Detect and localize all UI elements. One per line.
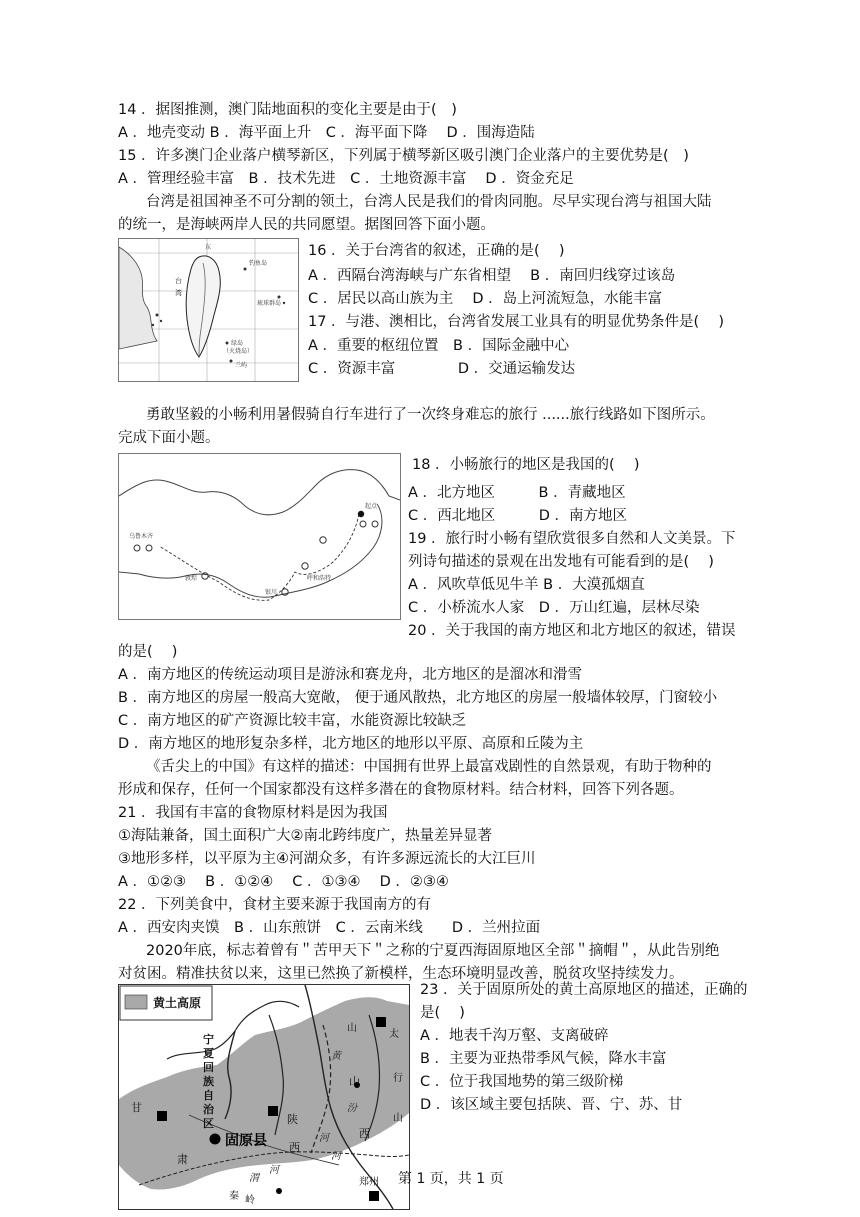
q20-stem-line-2: 的是( ) — [118, 644, 178, 660]
q21-options: A ．①②③ B ．①②④ C ．①③④ D ．②③④ — [118, 874, 449, 890]
q14-stem: 14 ．据图推测，澳门陆地面积的变化主要是由于( ) — [118, 102, 457, 118]
q16-option-ab: A ．西隔台湾海峡与广东省相望 B ．南回归线穿过该岛 — [308, 268, 676, 284]
route-map-label-dunhuang: 敦煌 — [185, 575, 198, 582]
loess-map-label-xia: 夏 — [203, 1047, 214, 1060]
q20-option-c: C ．南方地区的矿产资源比较丰富，水能资源比较缺乏 — [118, 713, 467, 729]
route-map-label-yinchuan: 银川 — [265, 589, 278, 596]
q23-option-d: D ．该区域主要包括陕、晋、宁、苏、甘 — [420, 1097, 683, 1113]
loess-map-legend: 黄土高原 — [153, 996, 202, 1010]
loess-map-label-fen: 汾 — [347, 1103, 357, 1114]
loess-map-label-xing: 行 — [393, 1073, 403, 1084]
q21-statement-2: ③地形多样，以平原为主④河湖众多，有许多源远流长的大江巨川 — [118, 851, 536, 867]
loess-map-label-shan-2: 山 — [393, 1113, 403, 1124]
q16-stem: 16 ．关于台湾省的叙述，正确的是( ) — [308, 243, 565, 259]
loess-map-label-ning: 宁 — [203, 1033, 214, 1046]
q19-stem-line-2: 列诗句描述的景观在出发地有可能看到的是( ) — [408, 554, 714, 570]
loess-map-label-hui: 回 — [203, 1061, 214, 1074]
q17-option-ab: A ．重要的枢纽位置 B ．国际金融中心 — [308, 338, 570, 354]
loess-map-label-tai: 太 — [389, 1029, 399, 1040]
loess-map-label-he-2: 河 — [331, 1151, 341, 1162]
loess-map-label-xi-2: 西 — [359, 1127, 370, 1140]
page-footer: 第 1 页，共 1 页 — [398, 1171, 504, 1187]
loess-map-label-gan: 甘 — [131, 1101, 142, 1114]
taiwan-intro-line-2: 的统一，是海峡两岸人民的共同愿望。据图回答下面小题。 — [118, 217, 495, 233]
q22-options: A ．西安肉夹馍 B ．山东煎饼 C ．云南米线 D ．兰州拉面 — [118, 920, 541, 936]
q14-options: A ．地壳变动 B ．海平面上升 C ．海平面下降 D ．围海造陆 — [118, 125, 535, 141]
taiwan-map — [118, 238, 299, 382]
loess-map-label-zu: 族 — [203, 1075, 214, 1088]
loess-map-label-he-1: 河 — [319, 1133, 329, 1144]
q22-stem: 22 ．下列美食中，食材主要来源于我国南方的有 — [118, 897, 432, 913]
taiwan-map-label-huoshao: （火烧岛） — [223, 348, 254, 355]
taiwan-map-label-diaoyu: 钓鱼岛 — [249, 260, 268, 267]
q20-option-d: D ．南方地区的地形复杂多样，北方地区的地形以平原、高原和丘陵为主 — [118, 736, 584, 752]
q21-stem: 21 ．我国有丰富的食物原材料是因为我国 — [118, 805, 388, 821]
taiwan-map-label-lvdao: 绿岛 — [231, 340, 244, 347]
route-map-label-urumqi: 乌鲁木齐 — [129, 533, 154, 540]
loess-map-label-zhengzhou: 郑州 — [359, 1177, 379, 1188]
loess-map-label-xi-1: 西 — [289, 1141, 300, 1154]
q23-option-b: B ．主要为亚热带季风气候，降水丰富 — [420, 1051, 667, 1067]
q15-options: A ．管理经验丰富 B ．技术先进 C ．土地资源丰富 D ．资金充足 — [118, 171, 574, 187]
food-intro-line-1: 《舌尖上的中国》有这样的描述：中国拥有世界上最富戏剧性的自然景观，有助于物种的 — [146, 759, 712, 775]
q15-stem: 15 ．许多澳门企业落户横琴新区，下列属于横琴新区吸引澳门企业落户的主要优势是( ) — [118, 148, 689, 164]
q20-stem-line-1: 20 ．关于我国的南方地区和北方地区的叙述，错误 — [408, 623, 736, 639]
q18-option-cd: C ．西北地区 D ．南方地区 — [408, 508, 628, 524]
q21-statement-1: ①海陆兼备，国土面积广大②南北跨纬度广，热量差异显著 — [118, 828, 492, 844]
taiwan-map-label-east: 东 — [205, 244, 212, 251]
loess-map-label-huang: 黄 — [331, 1051, 341, 1062]
q17-option-cd: C ．资源丰富 D ．交通运输发达 — [308, 361, 576, 377]
loess-map-label-ling: 岭 — [245, 1195, 255, 1206]
q23-stem-line-1: 23 ．关于固原所处的黄土高原地区的描述，正确的 — [420, 982, 748, 998]
loess-map-label-zi: 自 — [203, 1089, 214, 1102]
q18-stem: 18 ．小畅旅行的地区是我国的( ) — [412, 457, 640, 473]
loess-map-label-qin: 秦 — [229, 1191, 239, 1202]
q23-option-a: A ．地表千沟万壑、支离破碎 — [420, 1028, 609, 1044]
bike-intro-line-2: 完成下面小题。 — [118, 430, 220, 446]
q19-stem-line-1: 19 ．旅行时小畅有望欣赏很多自然和人文美景。下 — [408, 531, 736, 547]
food-intro-line-2: 形成和保存，任何一个国家都没有这样多潜在的食物原材料。结合材料，回答下列各题。 — [118, 782, 684, 798]
q23-option-c: C ．位于我国地势的第三级阶梯 — [420, 1074, 624, 1090]
taiwan-intro-line-1: 台湾是祖国神圣不可分割的领土，台湾人民是我们的骨肉同胞。尽早实现台湾与祖国大陆 — [146, 194, 712, 210]
q16-option-cd: C ．居民以高山族为主 D ．岛上河流短急，水能丰富 — [308, 291, 663, 307]
q23-stem-line-2: 是( ) — [420, 1005, 465, 1021]
route-map-label-hohhot: 呼和浩特 — [307, 575, 332, 582]
taiwan-map-label-ryukyu: 琉球群岛 — [257, 300, 282, 307]
loess-map-label-qu: 区 — [203, 1117, 214, 1130]
q18-option-ab: A ．北方地区 B ．青藏地区 — [408, 485, 626, 501]
taiwan-map-label-wan: 湾 — [175, 289, 182, 297]
q20-option-b: B ．南方地区的房屋一般高大宽敞， 便于通风散热，北方地区的房屋一般墙体较厚，门窗较小 — [118, 690, 718, 706]
guyuan-intro-line-1: 2020年底，标志着曾有＂苦甲天下＂之称的宁夏西海固原地区全部＂摘帽＂，从此告别绝 — [146, 943, 720, 959]
loess-plateau-map — [118, 984, 410, 1210]
taiwan-map-label-tai: 台 — [175, 277, 182, 285]
loess-map-label-he-3: 河 — [269, 1165, 279, 1176]
taiwan-map-label-lanyu: 兰屿 — [235, 362, 248, 369]
q17-stem: 17 ．与港、澳相比，台湾省发展工业具有的明显优势条件是( ) — [308, 314, 724, 330]
loess-map-label-zhi: 治 — [203, 1103, 214, 1116]
guyuan-intro-line-2: 对贫困。精准扶贫以来，这里已然换了新模样，生态环境明显改善，脱贫攻坚持续发力。 — [118, 966, 684, 982]
q19-option-ab: A ．风吹草低见牛羊 B ．大漠孤烟直 — [408, 577, 645, 593]
route-map-label-start: 起点 — [365, 503, 378, 510]
bike-intro-line-1: 勇敢坚毅的小畅利用暑假骑自行车进行了一次终身难忘的旅行 ......旅行线路如下图所示。 — [146, 407, 715, 423]
loess-map-label-shan: 山 — [349, 1075, 360, 1088]
route-map — [118, 453, 401, 620]
q20-option-a: A ．南方地区的传统运动项目是游泳和赛龙舟，北方地区的是溜冰和滑雪 — [118, 667, 583, 683]
loess-map-label-shaan: 陕 — [287, 1113, 298, 1126]
loess-map-label-wei: 渭 — [249, 1173, 259, 1184]
loess-map-label-guyuan: 固原县 — [225, 1133, 267, 1149]
loess-map-label-shan-3: 山 — [347, 1023, 357, 1034]
loess-map-label-su: 肃 — [177, 1153, 188, 1166]
q19-option-cd: C ．小桥流水人家 D ．万山红遍，层林尽染 — [408, 600, 700, 616]
